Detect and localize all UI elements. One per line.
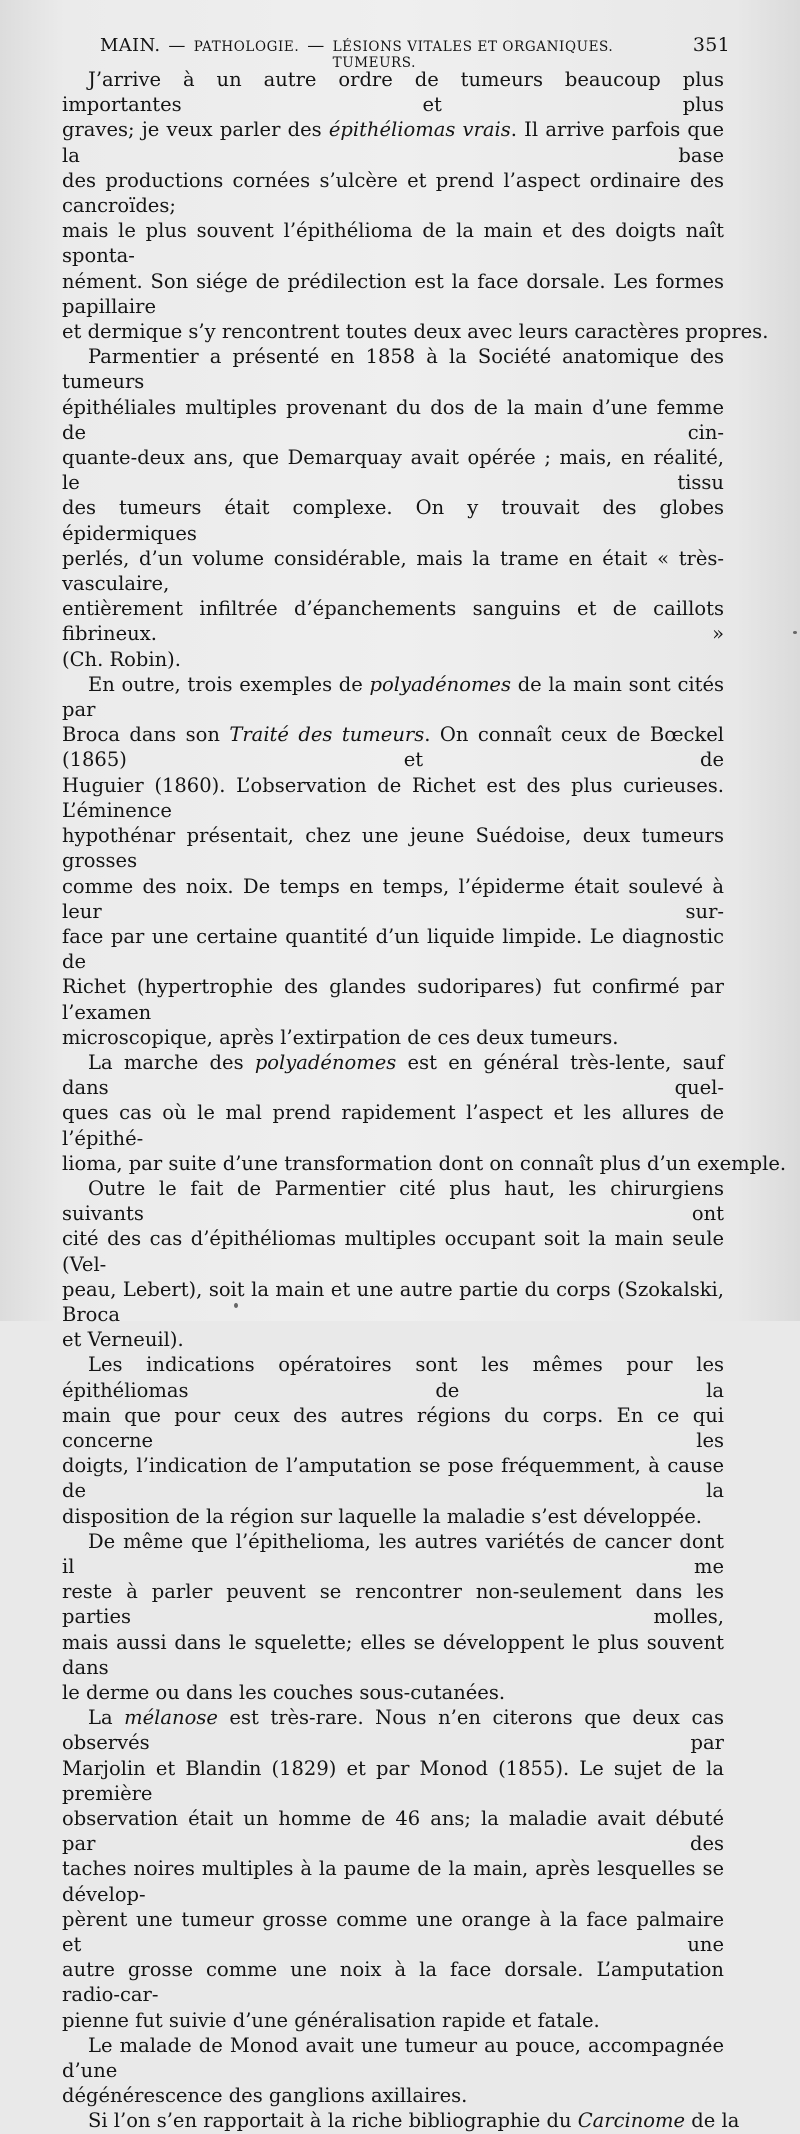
text-line: graves; je veux parler des épithéliomas vrais. Il arrive parfois que la base — [62, 118, 724, 167]
text-line: pèrent une tumeur grosse comme une orange à la face palmaire et une — [62, 1907, 724, 1957]
paragraph — [62, 672, 724, 1050]
text-line: En outre, trois exemples de polyadénomes de la main sont cités par — [62, 672, 724, 722]
text-line: mais aussi dans le squelette; elles se développent le plus souvent dans — [62, 1630, 724, 1679]
text-line: hypothénar présentait, chez une jeune Suédoise, deux tumeurs grosses — [62, 824, 724, 873]
text-line: peau, Lebert), soit la main et une autre partie du corps (Szokalski, Broca — [62, 1277, 724, 1326]
text-line: taches noires multiples à la paume de la main, après lesquelles se dévelop- — [62, 1857, 724, 1906]
text-line: entièrement infiltrée d’épanchements sanguins et de caillots fibrineux. » — [62, 597, 724, 646]
text-line: Le malade de Monod avait une tumeur au pouce, accompagnée d’une — [62, 2033, 724, 2083]
page-number: 351 — [692, 34, 730, 56]
text-line: quante-deux ans, que Demarquay avait opérée ; mais, en réalité, le tissu — [62, 446, 724, 495]
text-line: dégénérescence des ganglions axillaires. — [62, 2084, 468, 2108]
text-line: lioma, par suite d’une transformation dont on connaît plus d’un exemple. — [62, 1151, 787, 1175]
text-line: des tumeurs était complexe. On y trouvait des globes épidermiques — [62, 496, 724, 545]
ink-speck — [234, 1303, 238, 1308]
paragraph — [62, 1529, 724, 1705]
text-line: Les indications opératoires sont les mêmes pour les épithéliomas de la — [62, 1353, 724, 1402]
paragraph — [62, 1050, 787, 1176]
italic-term: Carcinome — [577, 2109, 686, 2133]
text-line: Huguier (1860). L’observation de Richet est des plus curieuses. L’éminence — [62, 773, 724, 822]
text-line: La mélanose est très-rare. Nous n’en citerons que deux cas observés par — [62, 1706, 724, 1755]
paragraph — [62, 344, 724, 672]
paragraph — [62, 1176, 724, 1352]
body-text — [62, 67, 787, 2134]
text-line: main que pour ceux des autres régions du corps. En ce qui concerne les — [62, 1403, 724, 1452]
text-line: épithéliales multiples provenant du dos de la main d’une femme de cin- — [62, 395, 724, 444]
text-line: Richet (hypertrophie des glandes sudoripares) fut confirmé par l’examen — [62, 975, 724, 1024]
italic-term: épithéliomas vrais — [328, 118, 511, 142]
text-line: perlés, d’un volume considérable, mais la trame en était « très-vasculaire, — [62, 546, 724, 596]
italic-term: polyadénomes — [254, 1050, 397, 1074]
italic-term: polyadénomes — [369, 672, 511, 696]
text-line: Si l’on s’en rapportait à la riche bibliographie du Carcinome de la — [88, 2109, 740, 2133]
header-dash-1: — — [168, 36, 186, 56]
header-subtopic: LÉSIONS VITALES ET ORGANIQUES. TUMEURS. — [332, 39, 614, 71]
text-line: observation était un homme de 46 ans; la maladie avait débuté par des — [62, 1807, 724, 1856]
text-line: nément. Son siége de prédilection est la face dorsale. Les formes papillaire — [62, 269, 724, 318]
text-line: et Verneuil). — [62, 1328, 184, 1352]
text-line: cité des cas d’épithéliomas multiples occupant soit la main seule (Vel- — [62, 1227, 724, 1276]
text-line: Outre le fait de Parmentier cité plus haut, les chirurgiens suivants ont — [62, 1176, 724, 1226]
paragraph — [62, 67, 769, 344]
text-line: le derme ou dans les couches sous-cutanées. — [62, 1681, 506, 1704]
italic-term: Traité des tumeurs — [229, 723, 425, 747]
header-topic: PATHOLOGIE. — [193, 39, 300, 55]
text-line: mais le plus souvent l’épithélioma de la main et des doigts naît sponta- — [62, 219, 724, 268]
text-line: Marjolin et Blandin (1829) et par Monod (1855). Le sujet de la première — [62, 1756, 724, 1805]
text-line: face par une certaine quantité d’un liquide limpide. Le diagnostic de — [62, 924, 724, 974]
text-line: disposition de la région sur laquelle la maladie s’est développée. — [62, 1504, 702, 1528]
italic-term: mélanose — [124, 1706, 218, 1730]
paragraph — [62, 2033, 724, 2109]
text-line: ques cas où le mal prend rapidement l’aspect et les allures de l’épithé- — [62, 1101, 724, 1150]
text-line: Parmentier a présenté en 1858 à la Société anatomique des tumeurs — [62, 345, 724, 394]
text-line: Broca dans son Traité des tumeurs. On connaît ceux de Bœckel (1865) et de — [62, 723, 725, 772]
paragraph — [62, 1352, 724, 1528]
text-line: La marche des polyadénomes est en général très-lente, sauf dans quel- — [62, 1050, 724, 1100]
text-line: De même que l’épithelioma, les autres variétés de cancer dont il me — [62, 1529, 724, 1578]
running-header — [100, 34, 730, 71]
text-line: doigts, l’indication de l’amputation se pose fréquemment, à cause de la — [62, 1454, 724, 1503]
text-line: microscopique, après l’extirpation de ces deux tumeurs. — [62, 1025, 619, 1049]
text-line: (Ch. Robin). — [62, 647, 181, 671]
text-line: pienne fut suivie d’une généralisation rapide et fatale. — [62, 2008, 600, 2032]
text-line: reste à parler peuvent se rencontrer non-seulement dans les parties molles, — [62, 1580, 724, 1629]
text-line: comme des noix. De temps en temps, l’épiderme était soulevé à leur sur- — [62, 874, 724, 923]
text-line: J’arrive à un autre ordre de tumeurs beaucoup plus importantes et plus — [62, 68, 724, 117]
paragraph — [62, 2108, 740, 2133]
paragraph — [62, 1705, 724, 2033]
text-line: et dermique s’y rencontrent toutes deux avec leurs caractères propres. — [62, 320, 769, 344]
text-line: des productions cornées s’ulcère et prend l’aspect ordinaire des cancroïdes; — [62, 168, 724, 218]
ink-speck — [793, 631, 797, 634]
header-section: MAIN. — [100, 35, 161, 56]
header-dash-2: — — [307, 36, 325, 56]
text-line: autre grosse comme une noix à la face dorsale. L’amputation radio-car- — [62, 1958, 724, 2007]
